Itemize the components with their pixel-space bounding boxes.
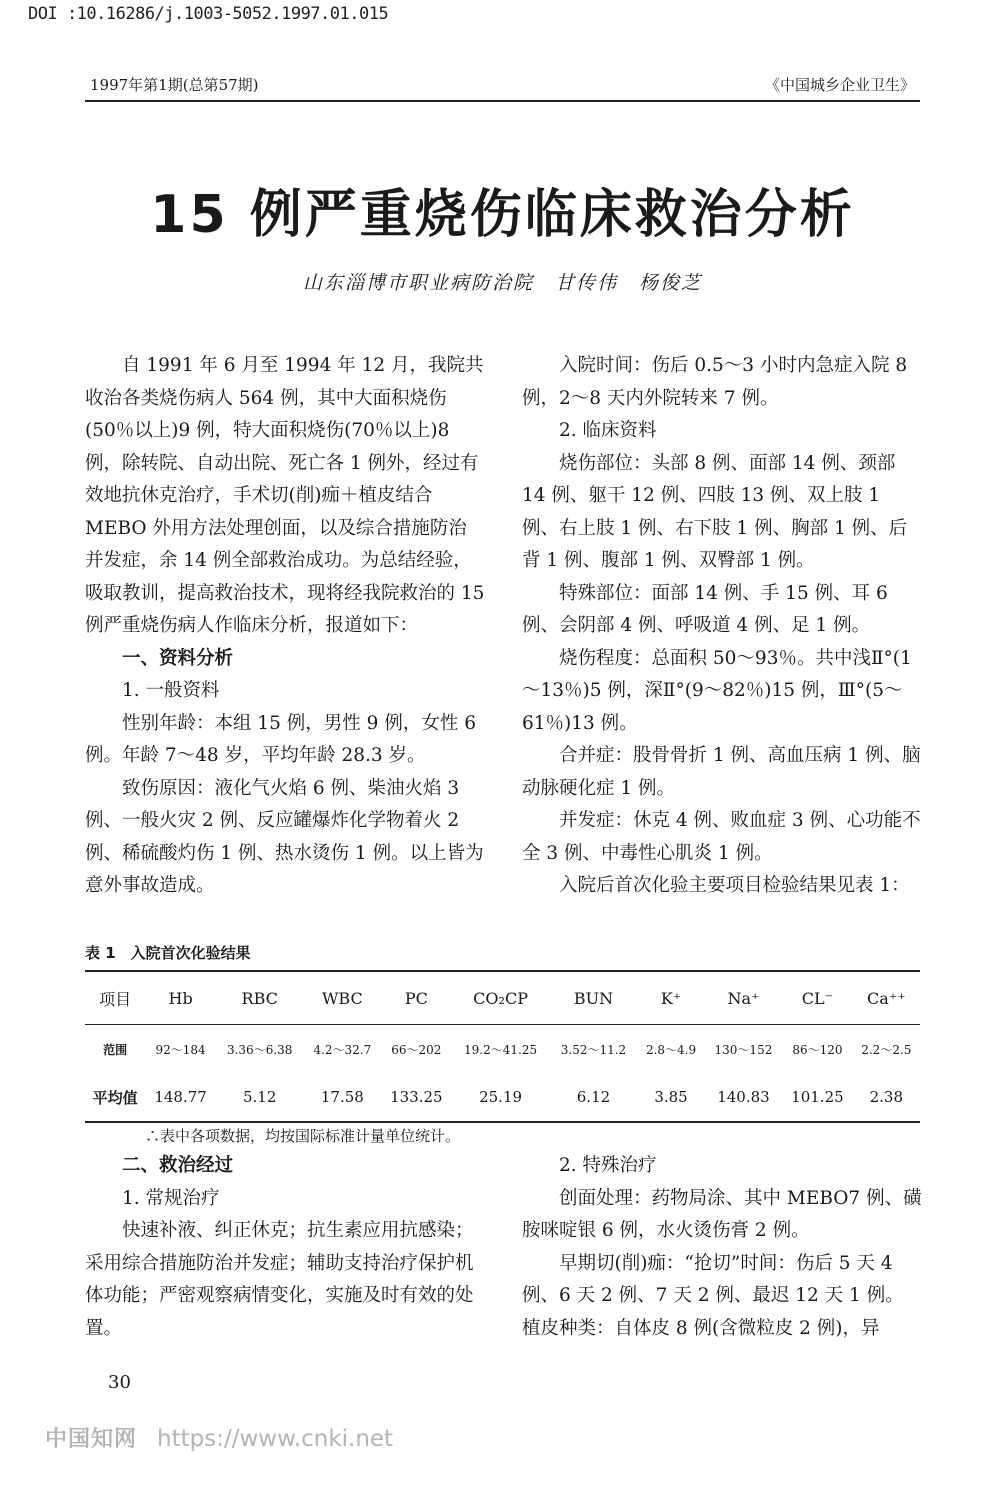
paragraph: 性别年龄：本组 15 例，男性 9 例，女性 6 例。年龄 7～48 岁，平均年龄 28.3 岁。: [85, 712, 476, 766]
article-title: 15 例严重烧伤临床救治分析: [150, 185, 855, 245]
table-cell: 6.12: [550, 1073, 638, 1122]
table-header-cell: Ca⁺⁺: [853, 971, 920, 1025]
table-note: ∴表中各项数据，均按国际标准计量单位统计。: [145, 1127, 461, 1145]
table-header-cell: 项目: [85, 971, 145, 1025]
table-cell: 3.85: [637, 1073, 704, 1122]
table-header-cell: WBC: [304, 971, 382, 1025]
paragraph: 入院后首次化验主要项目检验结果见表 1：: [559, 875, 910, 896]
author-line: 山东淄博市职业病防治院 甘传伟 杨俊芝: [302, 272, 702, 294]
table-header-cell: BUN: [550, 971, 638, 1025]
table-cell: 25.19: [452, 1073, 550, 1122]
paragraph: 早期切(削)痂：“抢切”时间：伤后 5 天 4 例、6 天 2 例、7 天 2 例、最迟 12 天 1 例。植皮种类：自体皮 8 例(含微粒皮 2 例)，异: [522, 1252, 904, 1339]
table-cell: 2.8～4.9: [645, 1042, 697, 1057]
table-cell: 4.2～32.7: [313, 1042, 372, 1057]
doi-line: DOI :10.16286/j.1003-5052.1997.01.015: [28, 4, 389, 24]
table-cell: 5.12: [216, 1073, 304, 1122]
table-cell: 133.25: [381, 1073, 451, 1122]
row-label: 平均值: [85, 1073, 145, 1122]
table-row: [85, 1073, 920, 1122]
table-caption: 表 1 入院首次化验结果: [85, 944, 251, 962]
table-cell: 3.36～6.38: [226, 1042, 293, 1057]
paragraph: 特殊部位：面部 14 例、手 15 例、耳 6 例、会阴部 4 例、呼吸道 4 例、足 1 例。: [522, 582, 888, 636]
table-header-cell: CL⁻: [782, 971, 852, 1025]
table-cell: 101.25: [782, 1073, 852, 1122]
table-cell: 2.38: [853, 1073, 920, 1122]
watermark-brand: 中国知网: [45, 1427, 138, 1452]
table-cell: 17.58: [304, 1073, 382, 1122]
journal-name: 《中国城乡企业卫生》: [764, 76, 915, 94]
paragraph: 致伤原因：液化气火焰 6 例、柴油火焰 3 例、一般火灾 2 例、反应罐爆炸化学物着火 2 例、稀硫酸灼伤 1 例、热水烫伤 1 例。以上皆为意外事故造成。: [85, 777, 484, 896]
paragraph: 合并症：股骨骨折 1 例、高血压病 1 例、脑动脉硬化症 1 例。: [522, 745, 921, 799]
left-column-lower: [85, 1150, 485, 1345]
table-cell: 148.77: [145, 1073, 215, 1122]
paragraph: 烧伤程度：总面积 50～93％。共中浅Ⅱ°(1～13％)5 例，深Ⅱ°(9～82％)15 例，Ⅲ°(5～61％)13 例。: [522, 647, 912, 734]
paragraph: 烧伤部位：头部 8 例、面部 14 例、颈部 14 例、躯干 12 例、四肢 13 例、双上肢 1 例、右上肢 1 例、右下肢 1 例、胸部 1 例、后背 1 例、腹部 1 例、双臀部 1 例。: [522, 452, 908, 571]
table-cell: 92～184: [155, 1042, 206, 1057]
lab-results-table: [85, 970, 920, 1123]
subsection-heading: 1. 一般资料: [122, 680, 220, 701]
table-row: [85, 1025, 920, 1074]
table-cell: 3.52～11.2: [560, 1042, 627, 1057]
table-cell: 140.83: [705, 1073, 783, 1122]
subsection-heading: 1. 常规治疗: [122, 1187, 220, 1209]
table-cell: 66～202: [391, 1042, 442, 1057]
table-header-cell: PC: [381, 971, 451, 1025]
table-cell: 19.2～41.25: [464, 1042, 538, 1057]
paragraph: 自 1991 年 6 月至 1994 年 12 月，我院共收治各类烧伤病人 564 例，其中大面积烧伤(50％以上)9 例，特大面积烧伤(70％以上)8 例，除转院、自动出院、死亡各 1 例外，经过有效地抗休克治疗，手术切(削)痂＋植皮结合 MEBO 外用方法处理创面，以及综合措施防治并发症，余 14 例全部救治成功。为总结经验，吸取教训，提高救治技术，现将经我院救治的 15 例严重烧伤病人作临床分析，报道如下：: [85, 355, 485, 636]
table-cell: 86～120: [792, 1042, 843, 1057]
page-number: 30: [108, 1372, 131, 1393]
section-heading: 一、资料分析: [122, 647, 234, 669]
table-header-cell: Hb: [145, 971, 215, 1025]
header-rule: [85, 100, 920, 102]
right-column-lower: [522, 1150, 922, 1345]
paragraph: 创面处理：药物局涂、其中 MEBO7 例、磺胺咪啶银 6 例，水火烫伤膏 2 例。: [522, 1187, 922, 1241]
paragraph: 快速补液、纠正休克；抗生素应用抗感染；采用综合措施防治并发症；辅助支持治疗保护机体功能；严密观察病情变化，实施及时有效的处置。: [85, 1220, 474, 1339]
paragraph: 并发症：休克 4 例、败血症 3 例、心功能不全 3 例、中毒性心肌炎 1 例。: [522, 810, 921, 864]
journal-issue: 1997年第1期(总第57期): [90, 76, 259, 94]
row-label: 范围: [103, 1042, 128, 1057]
subsection-heading: 2. 特殊治疗: [559, 1155, 657, 1176]
paragraph: 入院时间：伤后 0.5～3 小时内急症入院 8 例，2～8 天内外院转来 7 例。: [522, 355, 908, 409]
watermark-url: https://www.cnki.net: [157, 1426, 394, 1452]
table-header-row: [85, 971, 920, 1025]
cnki-watermark: [45, 1422, 393, 1453]
table-header-cell: RBC: [216, 971, 304, 1025]
table-cell: 130～152: [714, 1042, 773, 1057]
left-column: [85, 350, 485, 903]
right-column: [522, 350, 922, 903]
table-header-cell: Na⁺: [705, 971, 783, 1025]
subsection-heading: 2. 临床资料: [559, 420, 657, 441]
section-heading: 二、救治经过: [122, 1155, 234, 1176]
table-header-cell: K⁺: [637, 971, 704, 1025]
table-cell: 2.2～2.5: [861, 1042, 912, 1057]
table-header-cell: CO₂CP: [452, 971, 550, 1025]
